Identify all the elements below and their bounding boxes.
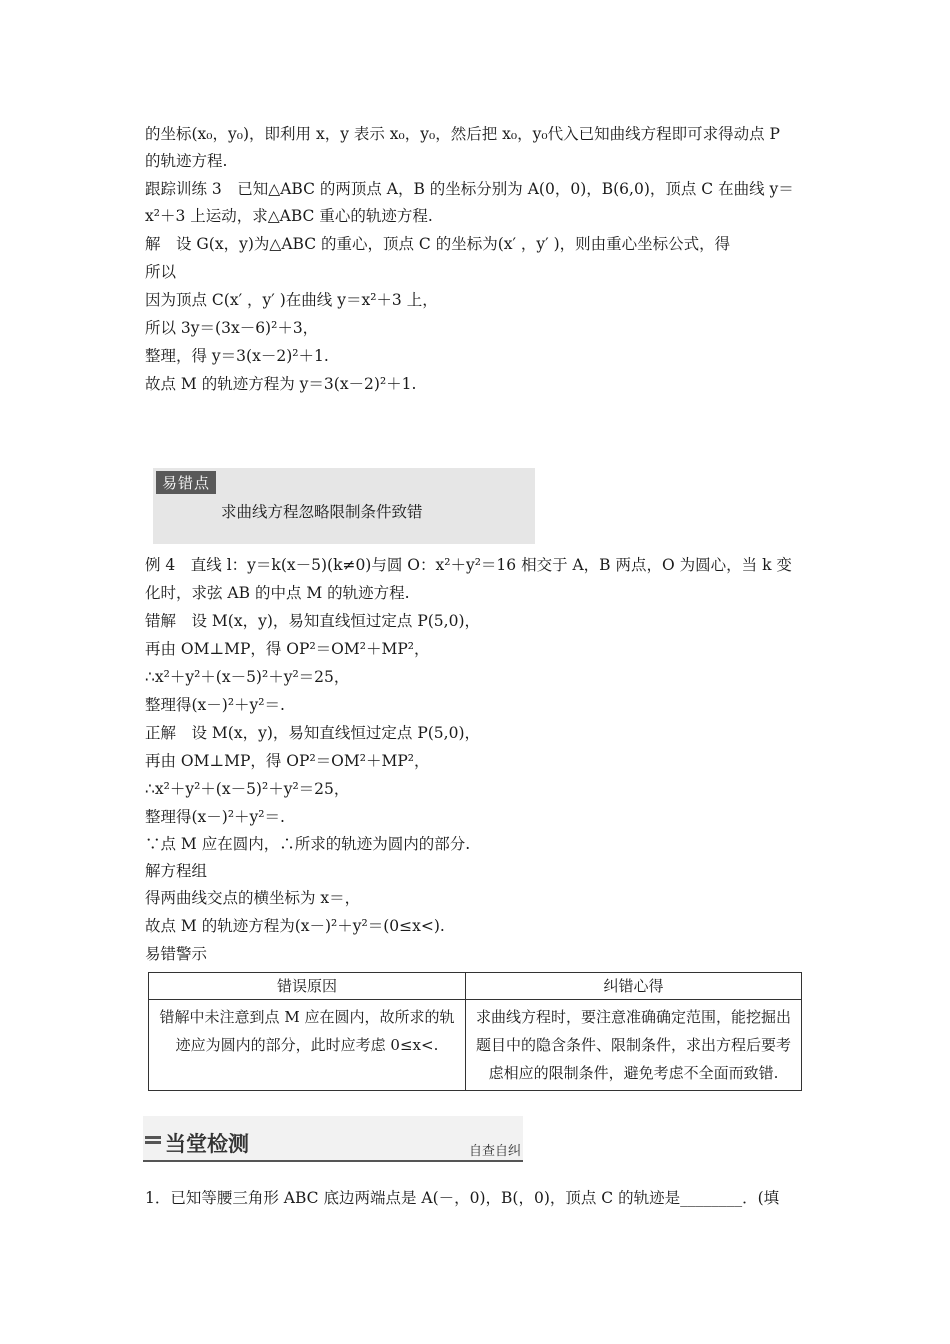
wrong-solution-line: 整理得(x－)²＋y²＝.: [145, 696, 285, 714]
right-solution-line: 得两曲线交点的横坐标为 x＝，: [145, 889, 361, 907]
right-solution-line: ∴x²＋y²＋(x－5)²＋y²＝25，: [145, 780, 350, 798]
section-title: 当堂检测: [165, 1132, 249, 1156]
example-title: 例 4 直线 l：y＝k(x－5)(k≠0)与圆 O：x²＋y²＝16 相交于 A，B 两点，O 为圆心，当 k 变: [145, 556, 792, 574]
table-header-row: [149, 973, 802, 1000]
solution-line: 因为顶点 C(x′ ，y′ )在曲线 y＝x²＋3 上，: [145, 291, 438, 309]
solution-line: 整理，得 y＝3(x－2)²＋1.: [145, 347, 329, 365]
text-line: 的坐标(x₀，y₀)，即利用 x，y 表示 x₀，y₀，然后把 x₀，y₀代入已知曲线方程即可求得动点 P: [145, 125, 780, 143]
table-cell: 错解中未注意到点 M 应在圆内，故所求的轨迹应为圆内的部分，此时应考虑 0≤x<.: [149, 1000, 466, 1091]
warning-heading: 易错警示: [145, 945, 208, 963]
table-header-cell: 纠错心得: [466, 973, 802, 1000]
callout-tag: 易错点: [156, 471, 216, 494]
table-header-cell: 错误原因: [149, 973, 466, 1000]
training-title: 跟踪训练 3 已知△ABC 的两顶点 A，B 的坐标分别为 A(0，0)，B(6,0)，顶点 C 在曲线 y＝: [145, 180, 794, 198]
right-solution-line: 正解 设 M(x，y)，易知直线恒过定点 P(5,0)，: [145, 724, 480, 742]
solution-line: 所以 3y＝(3x－6)²＋3，: [145, 319, 319, 337]
section-stripes-icon: [145, 1136, 161, 1150]
right-solution-line: 再由 OM⊥MP，得 OP²＝OM²＋MP²，: [145, 752, 430, 770]
callout-title: 求曲线方程忽略限制条件致错: [221, 503, 423, 521]
section-subtitle: 自查自纠: [468, 1144, 521, 1159]
text-line: 的轨迹方程.: [145, 152, 228, 170]
right-solution-line: 解方程组: [145, 862, 208, 880]
right-solution-line: ∵点 M 应在圆内，∴所求的轨迹为圆内的部分.: [145, 835, 471, 853]
error-point-callout: [153, 468, 535, 544]
text-line: 化时，求弦 AB 的中点 M 的轨迹方程.: [145, 584, 410, 602]
solution-line: 所以: [145, 263, 177, 281]
right-solution-line: 故点 M 的轨迹方程为(x－)²＋y²＝(0≤x<).: [145, 917, 445, 935]
text-line: x²＋3 上运动，求△ABC 重心的轨迹方程.: [145, 207, 433, 225]
table-row: [149, 1000, 802, 1091]
error-warning-table: [148, 972, 802, 1091]
table-cell: 求曲线方程时，要注意准确确定范围，能挖掘出题目中的隐含条件、限制条件，求出方程后要考虑相应的限制条件，避免考虑不全面而致错.: [466, 1000, 802, 1091]
wrong-solution-line: ∴x²＋y²＋(x－5)²＋y²＝25，: [145, 668, 350, 686]
section-header: [143, 1116, 523, 1162]
right-solution-line: 整理得(x－)²＋y²＝.: [145, 808, 285, 826]
question-line: 1．已知等腰三角形 ABC 底边两端点是 A(－，0)，B(，0)，顶点 C 的轨迹是________．(填: [145, 1189, 780, 1207]
solution-line: 解 设 G(x，y)为△ABC 的重心，顶点 C 的坐标为(x′ ，y′ )，则由重心坐标公式，得: [145, 235, 731, 253]
wrong-solution-line: 再由 OM⊥MP，得 OP²＝OM²＋MP²，: [145, 640, 430, 658]
solution-line: 故点 M 的轨迹方程为 y＝3(x－2)²＋1.: [145, 375, 417, 393]
wrong-solution-line: 错解 设 M(x，y)，易知直线恒过定点 P(5,0)，: [145, 612, 480, 630]
